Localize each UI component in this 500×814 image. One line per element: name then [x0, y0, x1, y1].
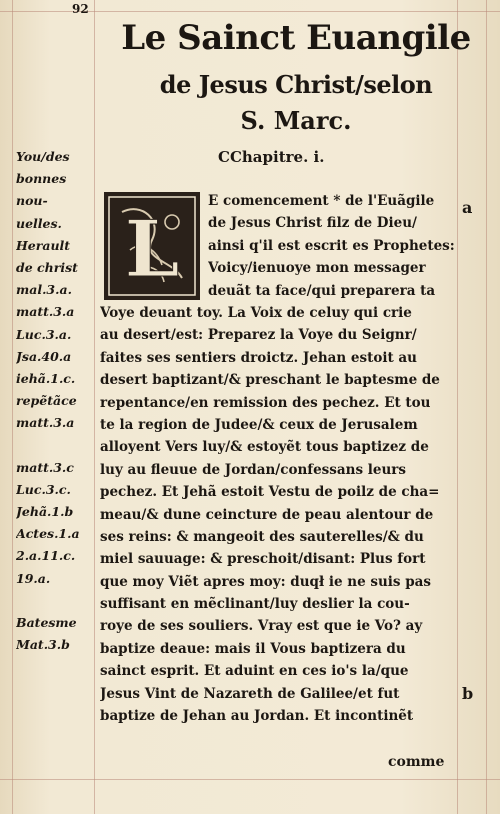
margin-note-line: Luc.3.c. [16, 481, 71, 497]
chapter-heading: CChapitre. i. [218, 148, 325, 166]
page-subtitle-author: S. Marc. [240, 106, 352, 135]
margin-note-line: Jsa.40.a [16, 348, 72, 364]
right-marginal-letter-b: b [462, 684, 474, 703]
text-line: suffisant en mẽclinant/luy deslier la cou- [100, 596, 410, 613]
text-line: baptize de Jehan au Jordan. Et incontinẽt [100, 708, 414, 725]
text-line: roye de ses souliers. Vray est que ie Vo? ay [100, 618, 423, 635]
page-title: Le Sainct Euangile [121, 18, 471, 58]
catchword: comme [388, 754, 445, 770]
text-block-beside-initial [208, 190, 455, 302]
text-line: au desert/est: Preparez la Voye du Seignr/ [100, 327, 417, 344]
decorated-initial-svg [102, 190, 202, 302]
text-line: ses reins: & mangeoit des sauterelles/& du [100, 528, 424, 545]
text-line: te la region de Judee/& ceux de Jerusalem [100, 416, 418, 433]
left-margin-notes [16, 146, 98, 656]
margin-note-line: bonnes [16, 171, 67, 187]
text-block-main [100, 302, 440, 727]
text-line: que moy Viẽt apres moy: duqł ie ne suis pas [100, 573, 432, 590]
text-line: E comencement * de l'Euãgile [208, 193, 435, 209]
text-line: pechez. Et Jehã estoit Vestu de poilz de cha= [100, 484, 440, 501]
text-line: miel sauuage: & preschoit/disant: Plus fort [100, 551, 426, 568]
text-line: meau/& dune ceincture de peau alentour de [100, 506, 434, 523]
margin-note-line: Jehã.1.b [16, 504, 74, 519]
margin-note-line: Herault [16, 237, 71, 253]
margin-note-line [16, 590, 98, 612]
text-line: deuãt ta face/qui preparera ta [208, 282, 436, 299]
margin-note-line: 2.a.11.c. [16, 548, 76, 564]
page-subtitle: de Jesus Christ/selon [159, 70, 433, 99]
text-line: Voye deuant toy. La Voix de celuy qui crie [100, 305, 412, 321]
margin-note-line: You/des [16, 149, 70, 164]
text-line: sainct esprit. Et aduint en ces io's la/que [100, 663, 409, 680]
ruling-line-bottom [0, 779, 500, 780]
initial-letter: L [124, 204, 180, 295]
text-line: ainsi q'il est escrit es Prophetes: [208, 237, 455, 254]
ruling-line-right-outer [486, 0, 487, 814]
margin-note-line: Luc.3.a. [16, 326, 72, 342]
right-marginal-letter-a: a [462, 198, 473, 217]
margin-note-line: uelles. [16, 215, 62, 231]
margin-note-line: iehã.1.c. [16, 370, 76, 386]
margin-note-line: de christ [16, 259, 78, 275]
text-line: faites ses sentiers droictz. Jehan estoit au [100, 349, 417, 366]
margin-note-line [16, 434, 98, 456]
margin-note-line: Batesme [16, 614, 77, 630]
ruling-line-left-outer [12, 0, 13, 814]
text-line: alloyent Vers luy/& estoyẽt tous baptizez de [100, 439, 429, 456]
margin-note-line: nou- [16, 193, 48, 209]
margin-note-line: mal.3.a. [16, 282, 72, 298]
folio-number: 92 [72, 2, 89, 16]
margin-note-line: matt.3.a [16, 304, 75, 320]
text-line: Jesus Vint de Nazareth de Galilee/et fut [100, 685, 400, 702]
margin-note-line: matt.3.c [16, 459, 74, 475]
text-line: Voicy/ienuoye mon messager [208, 260, 426, 277]
text-line: desert baptizant/& preschant le baptesme de [100, 372, 440, 389]
margin-note-line: repẽtãce [16, 393, 77, 409]
text-line: de Jesus Christ filz de Dieu/ [208, 215, 417, 232]
text-line: baptize deaue: mais il Vous baptizera du [100, 640, 406, 657]
text-line: luy au fleuue de Jordan/confessans leurs [100, 461, 406, 478]
margin-note-line: Actes.1.a [16, 526, 80, 542]
margin-note-line: 19.a. [16, 570, 51, 586]
margin-note-line: Mat.3.b [16, 637, 70, 653]
text-line: repentance/en remission des pechez. Et tou [100, 394, 431, 411]
margin-note-line: matt.3.a [16, 415, 75, 431]
decorated-initial [102, 190, 202, 302]
